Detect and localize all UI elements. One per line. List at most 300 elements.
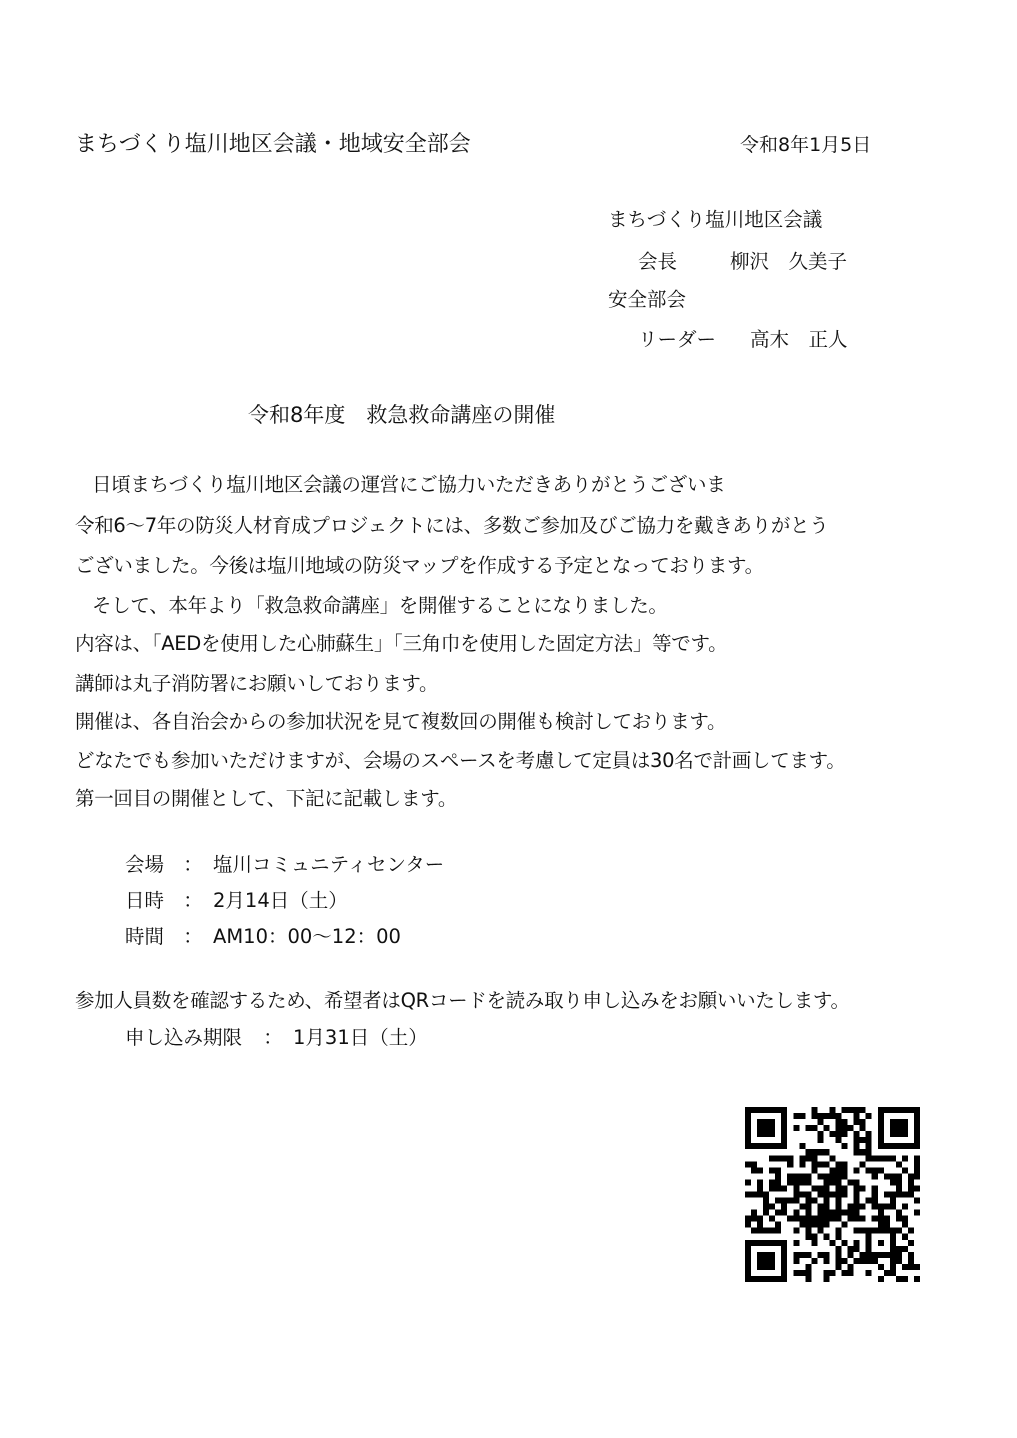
qr-module: [908, 1240, 914, 1246]
qr-module: [854, 1179, 860, 1185]
qr-module: [872, 1198, 878, 1204]
body-line: どなたでも参加いただけますが、会場のスペースを考慮して定員は30名で計画してます。: [75, 749, 846, 772]
qr-module: [842, 1191, 848, 1197]
qr-module: [751, 1161, 757, 1167]
qr-module: [914, 1264, 920, 1270]
qr-module: [829, 1216, 835, 1222]
qr-module: [745, 1113, 751, 1119]
qr-module: [781, 1137, 787, 1143]
sender-leader-name: 高木 正人: [750, 328, 848, 351]
qr-module: [866, 1228, 872, 1234]
qr-module: [745, 1216, 751, 1222]
qr-module: [878, 1125, 884, 1131]
qr-module: [854, 1167, 860, 1173]
qr-module: [805, 1216, 811, 1222]
qr-module: [878, 1113, 884, 1119]
qr-module: [781, 1198, 787, 1204]
qr-module: [763, 1119, 769, 1125]
qr-module: [842, 1258, 848, 1264]
qr-module: [781, 1185, 787, 1191]
qr-module: [902, 1191, 908, 1197]
qr-module: [769, 1119, 775, 1125]
qr-module: [914, 1210, 920, 1216]
qr-module: [854, 1240, 860, 1246]
qr-module: [799, 1216, 805, 1222]
qr-module: [805, 1173, 811, 1179]
qr-module: [769, 1258, 775, 1264]
qr-module: [769, 1204, 775, 1210]
qr-module: [811, 1234, 817, 1240]
qr-module: [836, 1179, 842, 1185]
qr-module: [836, 1191, 842, 1197]
qr-module: [787, 1198, 793, 1204]
qr-module: [775, 1155, 781, 1161]
qr-module: [805, 1222, 811, 1228]
qr-module: [866, 1252, 872, 1258]
qr-module: [902, 1216, 908, 1222]
qr-module: [884, 1222, 890, 1228]
qr-module: [884, 1107, 890, 1113]
qr-module: [745, 1179, 751, 1185]
qr-module: [836, 1228, 842, 1234]
qr-module: [842, 1131, 848, 1137]
qr-module: [787, 1161, 793, 1167]
qr-module: [896, 1210, 902, 1216]
qr-module: [781, 1258, 787, 1264]
qr-module: [769, 1179, 775, 1185]
qr-module: [914, 1125, 920, 1131]
qr-module: [878, 1264, 884, 1270]
qr-module: [769, 1264, 775, 1270]
qr-module: [799, 1179, 805, 1185]
qr-module: [781, 1143, 787, 1149]
qr-module: [878, 1216, 884, 1222]
qr-module: [890, 1179, 896, 1185]
qr-module: [799, 1173, 805, 1179]
qr-module: [896, 1131, 902, 1137]
qr-module: [890, 1143, 896, 1149]
qr-module: [793, 1179, 799, 1185]
qr-module: [829, 1155, 835, 1161]
qr-module: [914, 1137, 920, 1143]
qr-module: [842, 1167, 848, 1173]
qr-module: [854, 1137, 860, 1143]
qr-module: [836, 1119, 842, 1125]
qr-module: [793, 1240, 799, 1246]
qr-module: [829, 1191, 835, 1197]
qr-module: [884, 1155, 890, 1161]
qr-module: [902, 1276, 908, 1282]
qr-module: [769, 1125, 775, 1131]
qr-module: [872, 1204, 878, 1210]
qr-module: [769, 1155, 775, 1161]
qr-module: [763, 1276, 769, 1282]
qr-module: [805, 1252, 811, 1258]
qr-module: [787, 1173, 793, 1179]
document-date: 令和8年1月5日: [740, 134, 872, 156]
qr-module: [896, 1185, 902, 1191]
qr-module: [908, 1228, 914, 1234]
detail-separator: ：: [183, 853, 203, 876]
qr-module: [854, 1149, 860, 1155]
qr-module: [817, 1173, 823, 1179]
qr-module: [781, 1240, 787, 1246]
qr-module: [775, 1222, 781, 1228]
qr-module: [811, 1258, 817, 1264]
qr-module: [848, 1125, 854, 1131]
body-line: そして、本年より「救急救命講座」を開催することになりました。: [92, 594, 668, 617]
detail-venue-value: 塩川コミュニティセンター: [213, 853, 445, 876]
qr-module: [781, 1119, 787, 1125]
qr-code-icon[interactable]: [745, 1107, 920, 1282]
qr-module: [763, 1258, 769, 1264]
qr-module: [854, 1191, 860, 1197]
qr-module: [781, 1276, 787, 1282]
qr-module: [823, 1191, 829, 1197]
qr-module: [902, 1167, 908, 1173]
qr-module: [757, 1191, 763, 1197]
qr-module: [781, 1155, 787, 1161]
body-line: 内容は、「AEDを使用した心肺蘇生」「三角巾を使用した固定方法」等です。: [75, 632, 728, 655]
qr-module: [896, 1173, 902, 1179]
qr-module: [836, 1258, 842, 1264]
qr-module: [878, 1240, 884, 1246]
qr-module: [793, 1210, 799, 1216]
qr-module: [829, 1210, 835, 1216]
qr-module: [769, 1252, 775, 1258]
detail-date-label: 日時: [125, 889, 165, 912]
qr-module: [854, 1210, 860, 1216]
qr-module: [817, 1119, 823, 1125]
qr-module: [751, 1191, 757, 1197]
qr-module: [842, 1240, 848, 1246]
qr-module: [805, 1155, 811, 1161]
qr-module: [878, 1204, 884, 1210]
qr-module: [896, 1258, 902, 1264]
qr-module: [842, 1173, 848, 1179]
qr-module: [878, 1155, 884, 1161]
qr-module: [799, 1155, 805, 1161]
qr-module: [745, 1125, 751, 1131]
qr-module: [793, 1198, 799, 1204]
qr-module: [836, 1264, 842, 1270]
sender-leader: [638, 330, 848, 350]
qr-module: [896, 1216, 902, 1222]
qr-module: [751, 1276, 757, 1282]
qr-module: [914, 1155, 920, 1161]
qr-module: [769, 1185, 775, 1191]
qr-module: [811, 1125, 817, 1131]
qr-module: [757, 1107, 763, 1113]
qr-module: [781, 1246, 787, 1252]
qr-module: [866, 1167, 872, 1173]
qr-module: [829, 1107, 835, 1113]
qr-module: [829, 1240, 835, 1246]
qr-module: [860, 1252, 866, 1258]
qr-module: [775, 1198, 781, 1204]
qr-module: [908, 1264, 914, 1270]
qr-module: [842, 1107, 848, 1113]
qr-module: [751, 1216, 757, 1222]
qr-module: [757, 1143, 763, 1149]
qr-module: [793, 1113, 799, 1119]
qr-module: [890, 1204, 896, 1210]
qr-module: [823, 1216, 829, 1222]
qr-module: [793, 1216, 799, 1222]
body-line: 講師は丸子消防署にお願いしております。: [75, 672, 439, 695]
qr-module: [890, 1264, 896, 1270]
qr-module: [878, 1131, 884, 1137]
qr-module: [781, 1131, 787, 1137]
document-title: 令和8年度 救急救命講座の開催: [248, 403, 556, 427]
qr-module: [890, 1173, 896, 1179]
qr-module: [842, 1125, 848, 1131]
qr-module: [763, 1228, 769, 1234]
sender-committee: 安全部会: [608, 288, 687, 311]
qr-module: [854, 1107, 860, 1113]
application-deadline: [125, 1028, 428, 1048]
qr-module: [872, 1191, 878, 1197]
qr-module: [896, 1161, 902, 1167]
qr-module: [854, 1185, 860, 1191]
qr-module: [902, 1204, 908, 1210]
qr-module: [805, 1228, 811, 1234]
qr-module: [763, 1107, 769, 1113]
qr-module: [805, 1270, 811, 1276]
qr-module: [848, 1270, 854, 1276]
qr-module: [854, 1246, 860, 1252]
qr-module: [787, 1216, 793, 1222]
qr-module: [836, 1161, 842, 1167]
organization-header: まちづくり塩川地区会議・地域安全部会: [75, 132, 471, 157]
qr-module: [805, 1276, 811, 1282]
qr-module: [823, 1113, 829, 1119]
qr-module: [866, 1155, 872, 1161]
qr-module: [793, 1191, 799, 1197]
qr-module: [890, 1125, 896, 1131]
qr-module: [878, 1252, 884, 1258]
qr-module: [848, 1252, 854, 1258]
qr-module: [872, 1185, 878, 1191]
qr-module: [848, 1204, 854, 1210]
qr-module: [836, 1167, 842, 1173]
qr-module: [896, 1276, 902, 1282]
qr-module: [811, 1155, 817, 1161]
qr-module: [793, 1185, 799, 1191]
qr-module: [908, 1258, 914, 1264]
qr-module: [890, 1228, 896, 1234]
qr-module: [890, 1270, 896, 1276]
qr-module: [908, 1173, 914, 1179]
qr-module: [848, 1216, 854, 1222]
qr-module: [890, 1119, 896, 1125]
qr-module: [890, 1240, 896, 1246]
qr-module: [823, 1125, 829, 1131]
qr-module: [878, 1143, 884, 1149]
deadline-separator: ：: [263, 1026, 283, 1049]
qr-module: [799, 1191, 805, 1197]
qr-module: [817, 1137, 823, 1143]
qr-module: [787, 1155, 793, 1161]
detail-time-value: AM10：00～12：00: [213, 925, 401, 948]
qr-module: [805, 1191, 811, 1197]
qr-module: [836, 1210, 842, 1216]
qr-module: [817, 1228, 823, 1234]
qr-module: [854, 1258, 860, 1264]
qr-module: [811, 1185, 817, 1191]
qr-module: [805, 1210, 811, 1216]
qr-module: [872, 1167, 878, 1173]
qr-module: [751, 1143, 757, 1149]
qr-module: [763, 1204, 769, 1210]
qr-module: [848, 1264, 854, 1270]
qr-module: [860, 1149, 866, 1155]
qr-module: [757, 1240, 763, 1246]
qr-module: [811, 1161, 817, 1167]
qr-module: [745, 1246, 751, 1252]
qr-module: [757, 1125, 763, 1131]
qr-module: [890, 1191, 896, 1197]
body-line: 令和6～7年の防災人材育成プロジェクトには、多数ご参加及びご協力を戴きありがとう: [75, 514, 829, 537]
qr-module: [878, 1210, 884, 1216]
qr-module: [769, 1107, 775, 1113]
sender-organization: まちづくり塩川地区会議: [608, 208, 823, 231]
qr-module: [896, 1191, 902, 1197]
qr-module: [823, 1258, 829, 1264]
qr-module: [866, 1246, 872, 1252]
qr-module: [890, 1252, 896, 1258]
qr-module: [799, 1222, 805, 1228]
qr-module: [793, 1173, 799, 1179]
qr-module: [878, 1167, 884, 1173]
deadline-label: 申し込み期限: [125, 1026, 243, 1049]
qr-module: [745, 1119, 751, 1125]
qr-module: [817, 1191, 823, 1197]
qr-module: [781, 1264, 787, 1270]
qr-module: [757, 1276, 763, 1282]
qr-module: [769, 1228, 775, 1234]
qr-module: [805, 1234, 811, 1240]
qr-module: [751, 1240, 757, 1246]
qr-module: [823, 1198, 829, 1204]
qr-module: [914, 1185, 920, 1191]
sender-leader-role: リーダー: [638, 328, 717, 351]
qr-module: [793, 1252, 799, 1258]
qr-module: [884, 1270, 890, 1276]
qr-module: [884, 1204, 890, 1210]
qr-module: [902, 1131, 908, 1137]
qr-module: [793, 1258, 799, 1264]
qr-module: [854, 1228, 860, 1234]
sender-chair: [638, 252, 847, 272]
qr-module: [751, 1210, 757, 1216]
qr-module: [914, 1113, 920, 1119]
detail-date: [125, 891, 348, 911]
qr-module: [836, 1246, 842, 1252]
qr-module: [866, 1234, 872, 1240]
qr-module: [757, 1252, 763, 1258]
qr-module: [775, 1173, 781, 1179]
qr-module: [890, 1131, 896, 1137]
qr-module: [908, 1191, 914, 1197]
qr-module: [823, 1222, 829, 1228]
qr-module: [890, 1155, 896, 1161]
qr-module: [823, 1185, 829, 1191]
qr-module: [896, 1119, 902, 1125]
qr-module: [781, 1270, 787, 1276]
qr-module: [757, 1131, 763, 1137]
qr-module: [908, 1185, 914, 1191]
qr-module: [878, 1119, 884, 1125]
qr-module: [817, 1161, 823, 1167]
qr-module: [781, 1107, 787, 1113]
qr-module: [823, 1276, 829, 1282]
qr-module: [805, 1198, 811, 1204]
qr-module: [890, 1246, 896, 1252]
qr-module: [914, 1119, 920, 1125]
qr-module: [811, 1198, 817, 1204]
qr-module: [775, 1143, 781, 1149]
qr-module: [878, 1228, 884, 1234]
qr-module: [836, 1216, 842, 1222]
qr-module: [799, 1143, 805, 1149]
qr-module: [745, 1107, 751, 1113]
qr-module: [823, 1252, 829, 1258]
qr-module: [751, 1167, 757, 1173]
qr-module: [781, 1113, 787, 1119]
qr-module: [811, 1222, 817, 1228]
qr-module: [866, 1131, 872, 1137]
qr-module: [854, 1216, 860, 1222]
qr-module: [823, 1210, 829, 1216]
qr-module: [836, 1204, 842, 1210]
sender-chair-role: 会長: [638, 250, 678, 273]
qr-module: [854, 1113, 860, 1119]
qr-module: [866, 1113, 872, 1119]
qr-module: [799, 1204, 805, 1210]
qr-module: [817, 1222, 823, 1228]
qr-module: [836, 1137, 842, 1143]
body-line: ございました。今後は塩川地域の防災マップを作成する予定となっております。: [75, 554, 764, 577]
detail-separator: ：: [183, 925, 203, 948]
qr-module: [823, 1204, 829, 1210]
qr-module: [842, 1143, 848, 1149]
qr-module: [817, 1252, 823, 1258]
qr-module: [757, 1228, 763, 1234]
qr-module: [878, 1107, 884, 1113]
qr-module: [811, 1107, 817, 1113]
qr-module: [860, 1185, 866, 1191]
qr-module: [884, 1173, 890, 1179]
qr-module: [896, 1179, 902, 1185]
qr-module: [914, 1167, 920, 1173]
qr-module: [823, 1270, 829, 1276]
qr-module: [805, 1204, 811, 1210]
qr-module: [769, 1167, 775, 1173]
qr-module: [860, 1119, 866, 1125]
qr-module: [908, 1107, 914, 1113]
qr-module: [848, 1107, 854, 1113]
qr-module: [793, 1270, 799, 1276]
body-line: 第一回目の開催として、下記に記載します。: [75, 787, 458, 810]
qr-module: [823, 1161, 829, 1167]
qr-module: [799, 1252, 805, 1258]
qr-module: [842, 1210, 848, 1216]
qr-module: [763, 1252, 769, 1258]
qr-module: [769, 1240, 775, 1246]
qr-module: [842, 1270, 848, 1276]
qr-module: [836, 1234, 842, 1240]
